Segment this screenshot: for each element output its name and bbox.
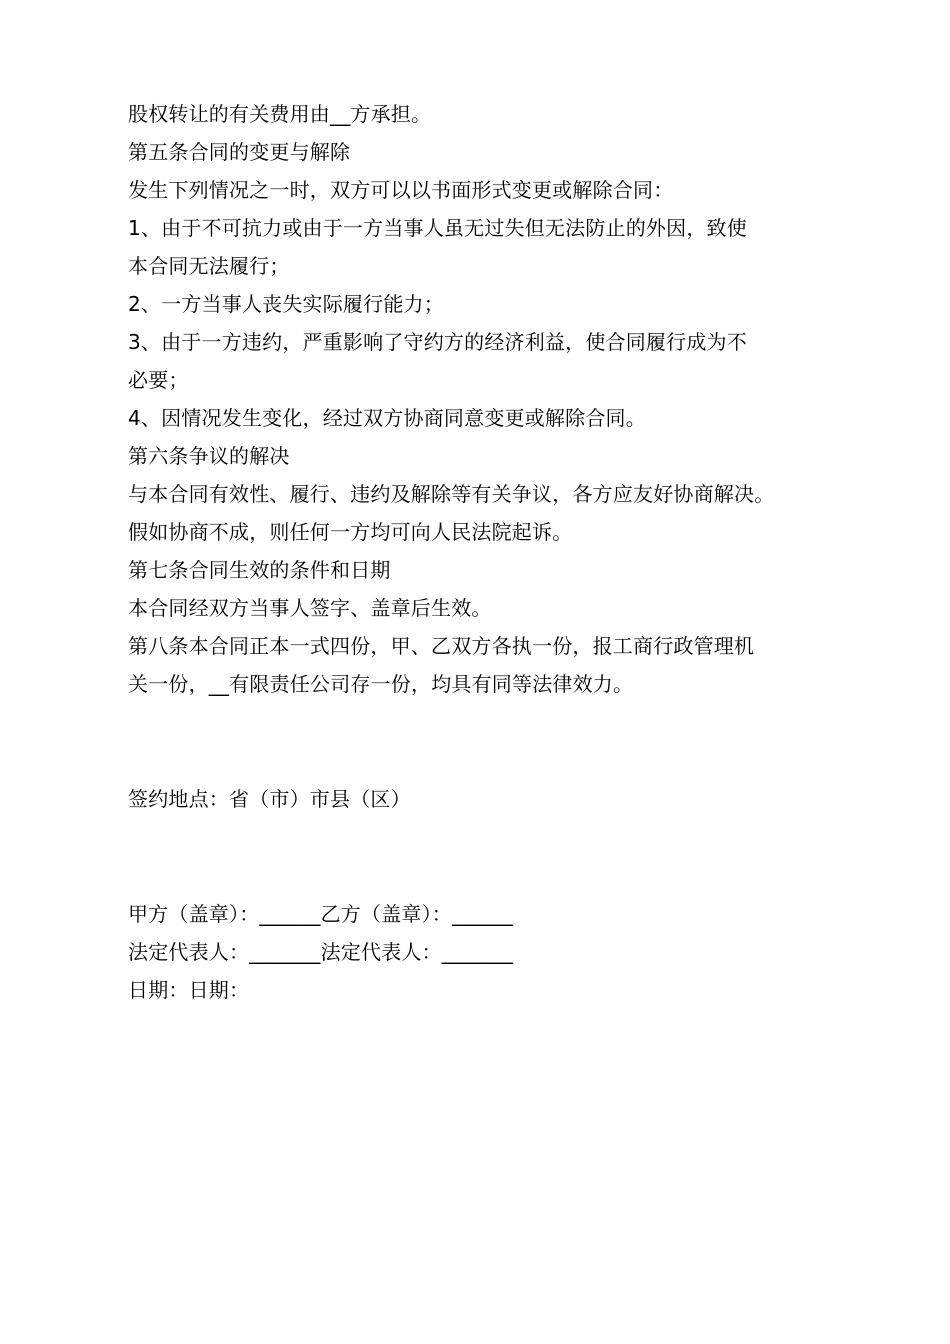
text-line: 本合同经双方当事人签字、盖章后生效。 — [128, 596, 492, 620]
text-line: 假如协商不成，则任何一方均可向人民法院起诉。 — [128, 520, 573, 544]
section-heading-7: 第七条合同生效的条件和日期 — [128, 558, 391, 582]
section-heading-5: 第五条合同的变更与解除 — [128, 140, 351, 164]
list-item-3-cont: 必要； — [128, 368, 189, 392]
date-line: 日期：日期： — [128, 978, 250, 1002]
list-item-2: 2、一方当事人丧失实际履行能力； — [128, 292, 444, 316]
legal-representative-line: 法定代表人：_______法定代表人：_______ — [128, 940, 514, 964]
signing-place: 签约地点：省（市）市县（区） — [128, 787, 411, 811]
text-line: 发生下列情况之一时，双方可以以书面形式变更或解除合同： — [128, 178, 674, 202]
list-item-1: 1、由于不可抗力或由于一方当事人虽无过失但无法防止的外因，致使 — [128, 216, 747, 240]
party-seal-line: 甲方（盖章）：______乙方（盖章）：______ — [128, 902, 514, 926]
section-heading-8: 第八条本合同正本一式四份，甲、乙双方各执一份，报工商行政管理机 — [128, 634, 755, 658]
text-line-fee: 股权转让的有关费用由__方承担。 — [128, 102, 432, 126]
text-line: 与本合同有效性、履行、违约及解除等有关争议，各方应友好协商解决。 — [128, 482, 775, 506]
section-heading-6: 第六条争议的解决 — [128, 444, 290, 468]
text-line: 关一份，__有限责任公司存一份，均具有同等法律效力。 — [128, 672, 634, 696]
list-item-1-cont: 本合同无法履行； — [128, 254, 290, 278]
list-item-4: 4、因情况发生变化，经过双方协商同意变更或解除合同。 — [128, 406, 646, 430]
list-item-3: 3、由于一方违约，严重影响了守约方的经济利益，使合同履行成为不 — [128, 330, 747, 354]
